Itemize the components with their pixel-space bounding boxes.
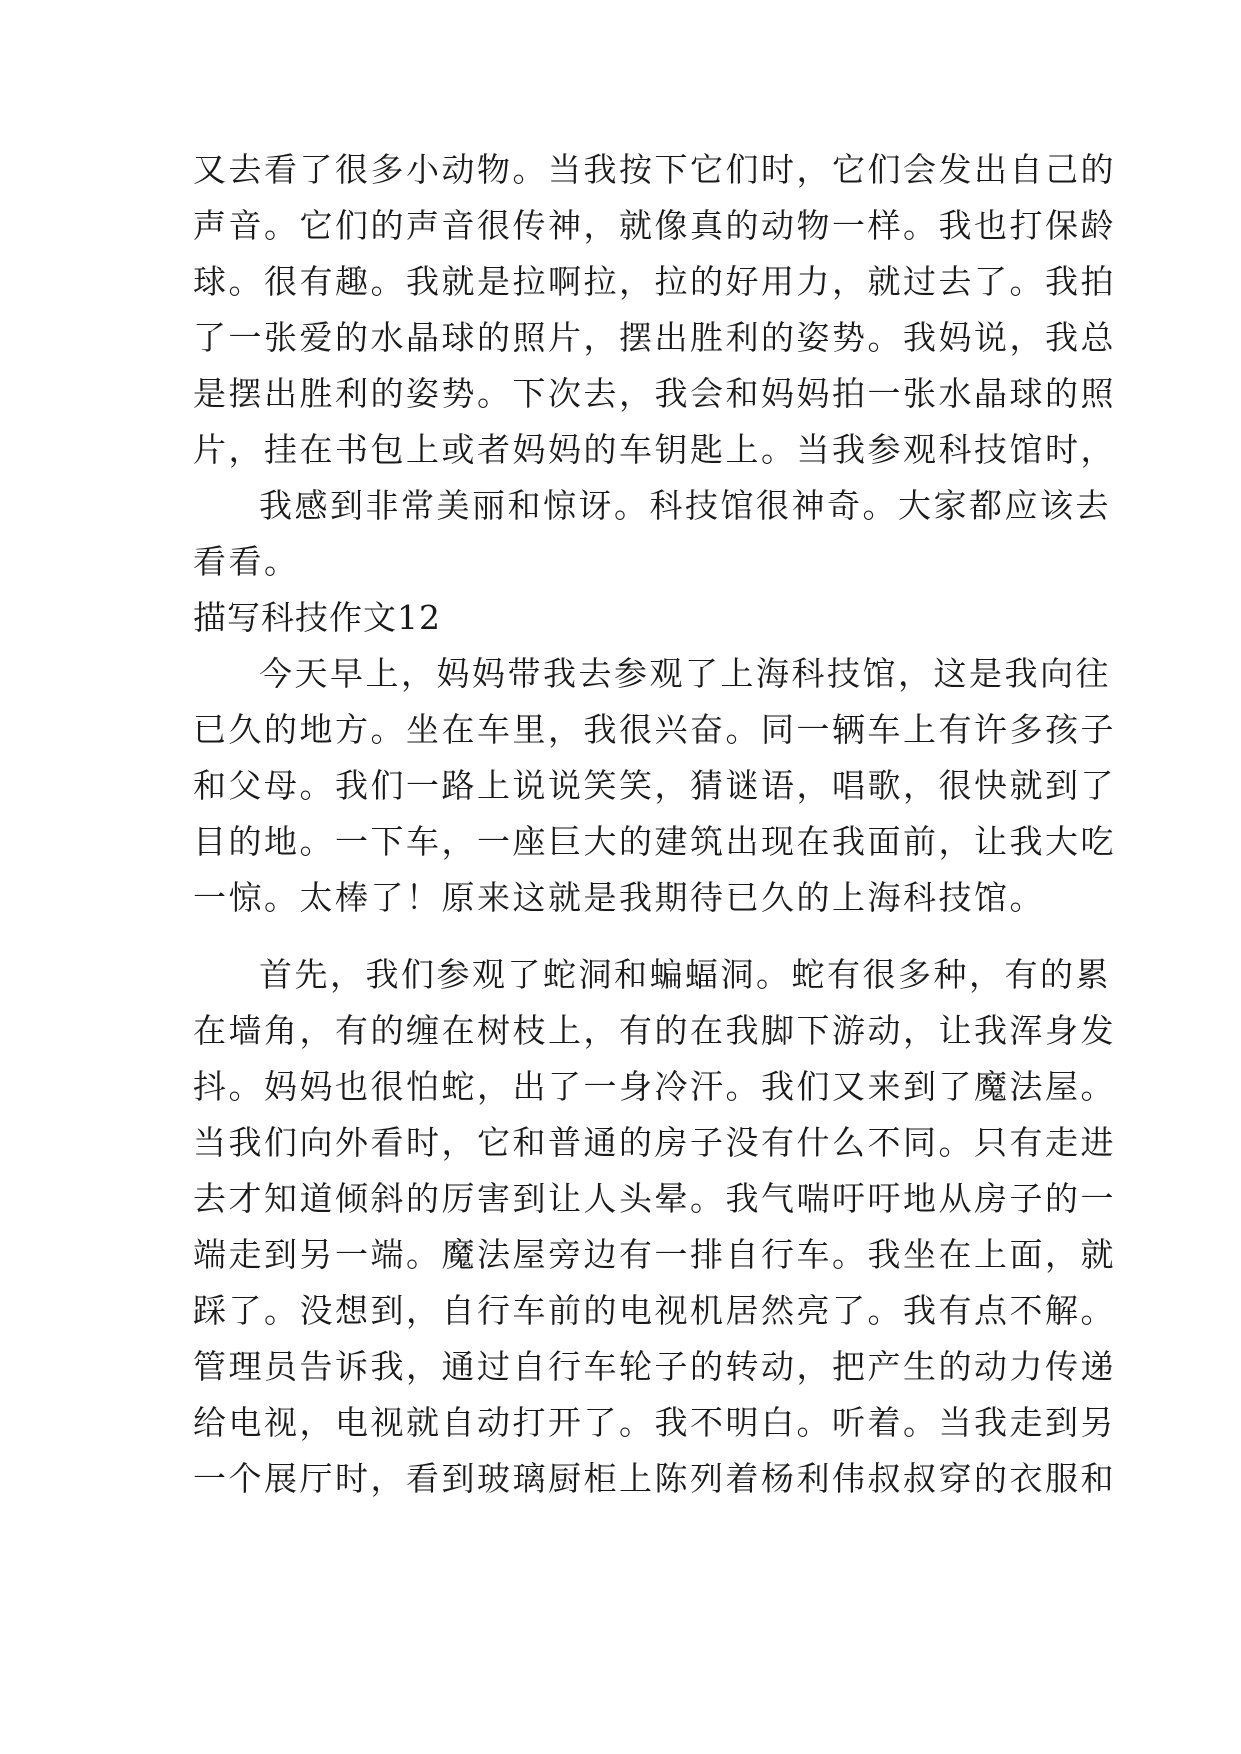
text-line: 片，挂在书包上或者妈妈的车钥匙上。当我参观科技馆时， xyxy=(193,430,1116,469)
text-line: 球。很有趣。我就是拉啊拉，拉的好用力，就过去了。我拍 xyxy=(193,262,1116,301)
text-line: 今天早上，妈妈带我去参观了上海科技馆，这是我向往 xyxy=(259,654,1111,693)
text-line: 首先，我们参观了蛇洞和蝙蝠洞。蛇有很多种，有的累 xyxy=(259,955,1111,994)
text-line: 一惊。太棒了！原来这就是我期待已久的上海科技馆。 xyxy=(193,878,1045,917)
text-line: 已久的地方。坐在车里，我很兴奋。同一辆车上有许多孩子 xyxy=(193,710,1116,749)
text-line: 目的地。一下车，一座巨大的建筑出现在我面前，让我大吃 xyxy=(193,822,1116,861)
text-line: 当我们向外看时，它和普通的房子没有什么不同。只有走进 xyxy=(193,1123,1116,1162)
text-line: 是摆出胜利的姿势。下次去，我会和妈妈拍一张水晶球的照 xyxy=(193,374,1116,413)
text-line: 我感到非常美丽和惊讶。科技馆很神奇。大家都应该去 xyxy=(259,486,1111,525)
text-line: 和父母。我们一路上说说笑笑，猜谜语，唱歌，很快就到了 xyxy=(193,766,1116,805)
text-line: 抖。妈妈也很怕蛇，出了一身冷汗。我们又来到了魔法屋。 xyxy=(193,1067,1116,1106)
section-heading: 描写科技作文12 xyxy=(193,598,441,637)
text-line: 又去看了很多小动物。当我按下它们时，它们会发出自己的 xyxy=(193,150,1116,189)
text-line: 去才知道倾斜的厉害到让人头晕。我气喘吁吁地从房子的一 xyxy=(193,1179,1116,1218)
text-line: 看看。 xyxy=(193,542,300,581)
text-line: 端走到另一端。魔法屋旁边有一排自行车。我坐在上面，就 xyxy=(193,1235,1116,1274)
text-line: 了一张爱的水晶球的照片，摆出胜利的姿势。我妈说，我总 xyxy=(193,318,1116,357)
text-line: 管理员告诉我，通过自行车轮子的转动，把产生的动力传递 xyxy=(193,1347,1116,1386)
text-line: 给电视，电视就自动打开了。我不明白。听着。当我走到另 xyxy=(193,1403,1116,1442)
text-line: 声音。它们的声音很传神，就像真的动物一样。我也打保龄 xyxy=(193,206,1116,245)
text-line: 一个展厅时，看到玻璃厨柜上陈列着杨利伟叔叔穿的衣服和 xyxy=(193,1459,1116,1498)
text-line: 踩了。没想到，自行车前的电视机居然亮了。我有点不解。 xyxy=(193,1291,1116,1330)
text-line: 在墙角，有的缠在树枝上，有的在我脚下游动，让我浑身发 xyxy=(193,1011,1116,1050)
